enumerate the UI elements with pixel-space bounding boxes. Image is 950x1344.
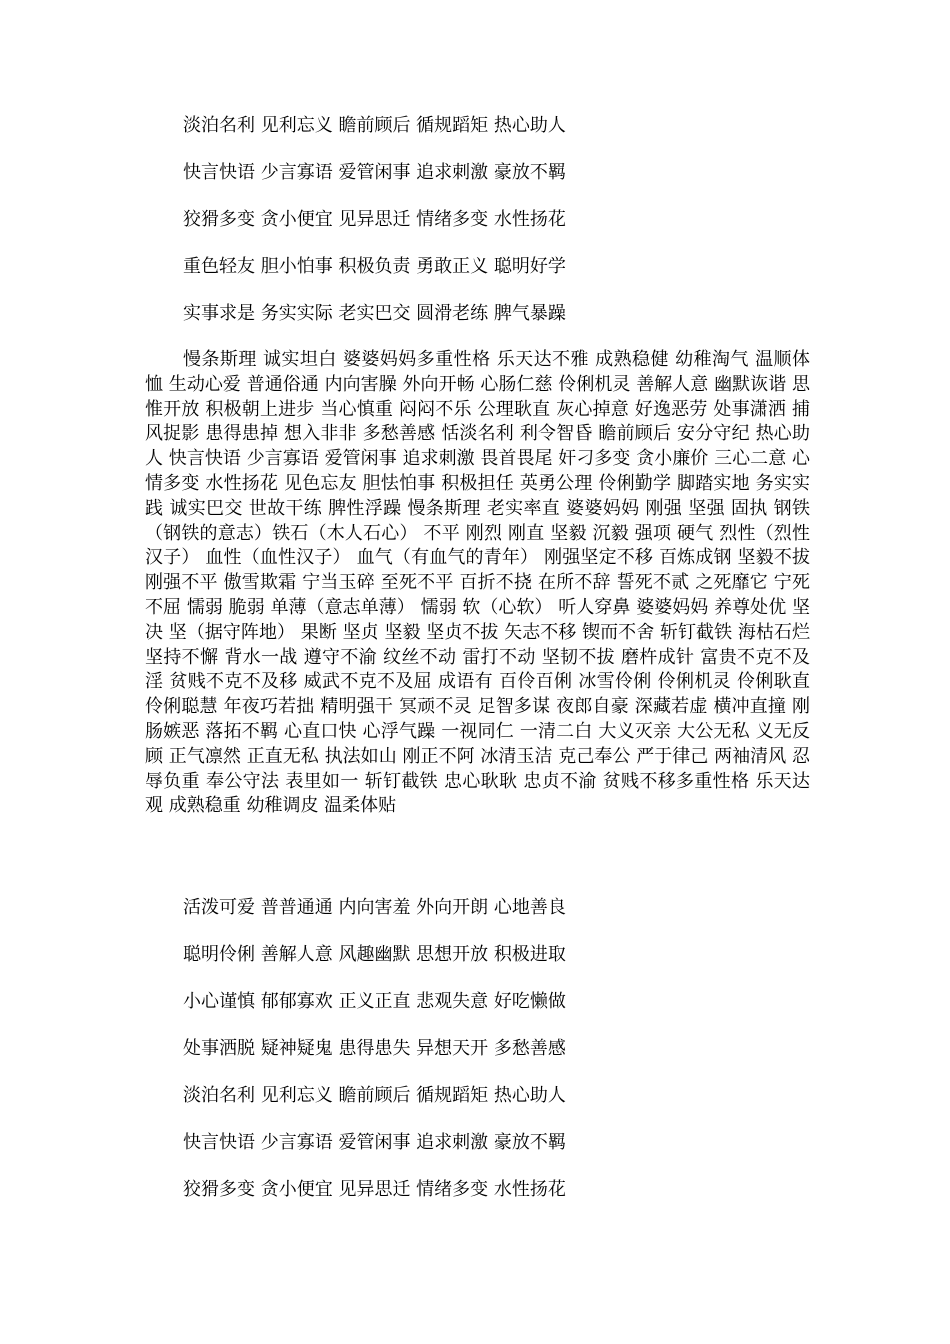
word-line: 实事求是 务实实际 老实巴交 圆滑老练 脾气暴躁	[183, 303, 566, 324]
word-line: 淡泊名利 见利忘义 瞻前顾后 循规蹈矩 热心助人	[183, 115, 566, 136]
word-line: 淡泊名利 见利忘义 瞻前顾后 循规蹈矩 热心助人	[183, 1085, 566, 1106]
word-line: 聪明伶俐 善解人意 风趣幽默 思想开放 积极进取	[183, 944, 566, 965]
word-line: 处事洒脱 疑神疑鬼 患得患失 异想天开 多愁善感	[183, 1038, 566, 1059]
word-paragraph: 慢条斯理 诚实坦白 婆婆妈妈多重性格 乐天达不雅 成熟稳健 幼稚淘气 温顺体恤 生动心爱 普通俗通 内向害臊 外向开畅 心肠仁慈 伶俐机灵 善解人意 幽默诙谐 思惟开放 积极朝上进步 当心慎重 闷闷不乐 公理耿直 灰心掉意 好逸恶劳 处事潇洒 捕风捉影 患得患掉 想入非非 多愁善感 恬淡名利 利令智昏 瞻前顾后 安分守纪 热心助人 快言快语 少言寡语 爱管闲事 追求刺激 畏首畏尾 奸刁多变 贪小廉价 三心二意 心情多变 水性扬花 见色忘友 胆怯怕事 积极担任 英勇公理 伶俐勤学 脚踏实地 务实实践 诚实巴交 世故干练 脾性浮躁 慢条斯理 老实率直 婆婆妈妈 刚强 坚强 固执 钢铁（钢铁的意志）铁石（木人石心） 不平 刚烈 刚直 坚毅 沉毅 强项 硬气 烈性（烈性汉子） 血性（血性汉子） 血气（有血气的青年） 刚强坚定不移 百炼成钢 坚毅不拔 刚强不平 傲雪欺霜 宁当玉碎 至死不平 百折不挠 在所不辞 誓死不贰 之死靡它 宁死不屈 懦弱 脆弱 单薄（意志单薄） 懦弱 软（心软） 听人穿鼻 婆婆妈妈 养尊处优 坚决 坚（据守阵地） 果断 坚贞 坚毅 坚贞不拔 矢志不移 锲而不舍 斩钉截铁 海枯石烂 坚持不懈 背水一战 遵守不渝 纹丝不动 雷打不动 坚韧不拔 磨杵成针 富贵不克不及淫 贫贱不克不及移 威武不克不及屈 成语有 百伶百俐 冰雪伶俐 伶俐机灵 伶俐耿直 伶俐聪慧 年夜巧若拙 精明强干 冥顽不灵 足智多谋 夜郎自豪 深藏若虚 横冲直撞 刚肠嫉恶 落拓不羁 心直口快 心浮气躁 一视同仁 一清二白 大义灭亲 大公无私 义无反顾 正气凛然 正直无私 执法如山 刚正不阿 冰清玉洁 克己奉公 严于律己 两袖清风 忍辱负重 奉公守法 表里如一 斩钉截铁 忠心耿耿 忠贞不渝 贫贱不移多重性格 乐天达观 成熟稳重 幼稚调皮 温柔体贴	[145, 349, 810, 817]
word-line: 活泼可爱 普普通通 内向害羞 外向开朗 心地善良	[183, 897, 566, 918]
word-line: 小心谨慎 郁郁寡欢 正义正直 悲观失意 好吃懒做	[183, 991, 566, 1012]
word-line: 快言快语 少言寡语 爱管闲事 追求刺激 豪放不羁	[183, 1132, 566, 1153]
word-line: 狡猾多变 贪小便宜 见异思迁 情绪多变 水性扬花	[183, 209, 566, 230]
word-line: 快言快语 少言寡语 爱管闲事 追求刺激 豪放不羁	[183, 162, 566, 183]
word-line: 狡猾多变 贪小便宜 见异思迁 情绪多变 水性扬花	[183, 1179, 566, 1200]
word-line: 重色轻友 胆小怕事 积极负责 勇敢正义 聪明好学	[183, 256, 566, 277]
